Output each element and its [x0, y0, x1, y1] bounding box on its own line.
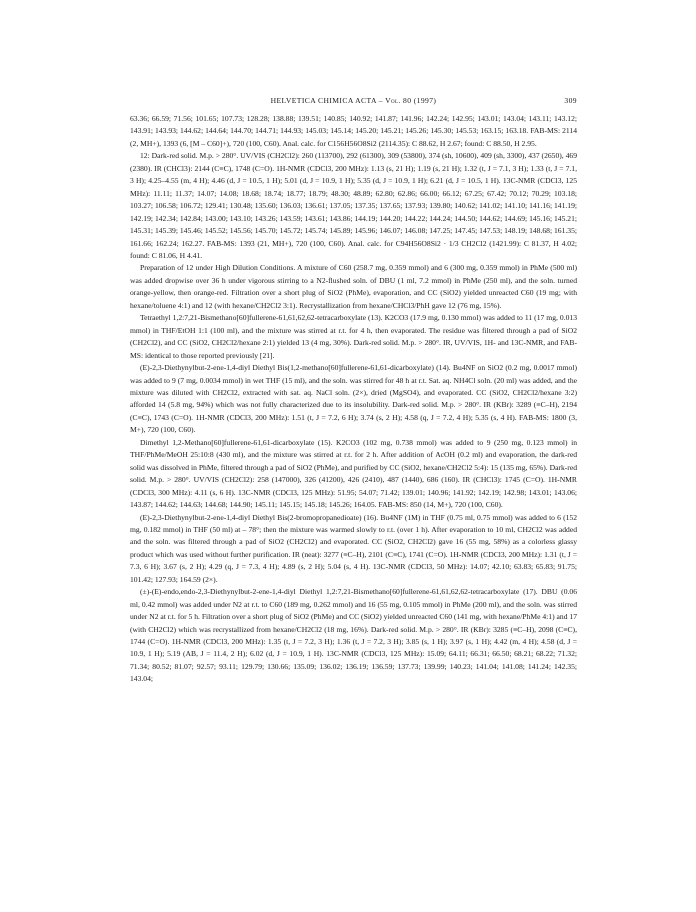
paragraph-compound-15: Dimethyl 1,2-Methano[60]fullerene-61,61-dicarboxylate (15). K2CO3 (102 mg, 0.738 mmol) was added to 9 (250 mg, 0.123 mmol) in THF/PhMe/MeOH 25:10:8 (430 ml), and the mixture was stirred at r.t. for 2 h. After addition of AcOH (0.2 ml) and evaporation, the dark-red solid was dissolved in PhMe, filtered through a pad of SiO2 (PhMe), and purified by CC (SiO2, hexane/CH2Cl2 5:4): 15 (135 mg, 65%). Dark-red solid. M.p. > 280°. UV/VIS (CH2Cl2): 258 (147000), 326 (41200), 426 (2410), 487 (1440), 686 (160). IR (CHCl3): 1745 (C=O). 1H-NMR (CDCl3, 300 MHz): 4.11 (s, 6 H). 13C-NMR (CDCl3, 125 MHz): 51.95; 54.07; 71.42; 139.01; 140.96; 141.92; 142.19; 142.98; 143.01; 143.06; 143.87; 144.62; 144.63; 144.68; 144.90; 145.11; 145.15; 145.18; 145.26; 164.05. FAB-MS: 850 (14, M+), 720 (100, C60). — [130, 437, 577, 510]
paragraph-compound-12: 12: Dark-red solid. M.p. > 280°. UV/VIS (CH2Cl2): 260 (113700), 292 (61300), 309 (53800), 374 (sh, 10600), 409 (sh, 3300), 437 (2650), 469 (2380). IR (CHCl3): 2144 (C≡C), 1748 (C=O). 1H-NMR (CDCl3, 200 MHz): 1.13 (s, 21 H); 1.19 (s, 21 H); 1.32 (t, J = 7.1, 3 H); 1.33 (t, J = 7.1, 3 H); 4.25–4.55 (m, 4 H); 4.46 (d, J = 10.5, 1 H); 5.01 (d, J = 10.9, 1 H); 5.35 (d, J = 10.9, 1 H); 6.21 (d, J = 10.5, 1 H). 13C-NMR (CDCl3, 125 MHz): 11.11; 11.37; 14.07; 14.08; 18.68; 18.74; 18.77; 18.79; 48.30; 48.89; 62.80; 62.86; 66.00; 66.12; 67.25; 67.42; 70.12; 70.29; 103.18; 103.27; 106.58; 106.72; 129.41; 130.48; 135.60; 136.03; 136.61; 137.05; 137.35; 137.65; 137.93; 139.80; 140.62; 141.02; 141.10; 141.16; 141.19; 142.19; 142.34; 142.84; 143.00; 143.10; 143.26; 143.59; 143.61; 143.86; 144.19; 144.20; 144.22; 144.24; 144.50; 144.62; 144.69; 145.16; 145.21; 145.31; 145.39; 145.46; 145.52; 145.56; 145.70; 145.72; 145.74; 145.89; 145.96; 146.07; 146.08; 147.25; 147.45; 147.53; 148.19; 148.68; 161.35; 161.66; 162.24; 162.27. FAB-MS: 1393 (21, MH+), 720 (100, C60). Anal. calc. for C94H56O8Si2 · 1/3 CH2Cl2 (1421.99): C 81.37, H 4.02; found: C 81.06, H 4.41. — [130, 151, 577, 260]
paragraph-compound-16: (E)-2,3-Diethynylbut-2-ene-1,4-diyl Diethyl Bis(2-bromopropanedioate) (16). Bu4NF (1M) in THF (0.75 ml, 0.75 mmol) was added to 6 (152 mg, 0.182 mmol) in THF (50 ml) at – 78°; then the mixture was warmed slowly to r.t. (over 1 h). After evaporation to 10 ml, CH2Cl2 was added and the soln. was filtered through a pad of SiO2 (CH2Cl2) and evaporated. CC (SiO2, CH2Cl2) gave 16 (55 mg, 58%) as a colorless glassy product which was used without further purification. IR (neat): 3277 (≡C–H), 2101 (C≡C), 1741 (C=O). 1H-NMR (CDCl3, 200 MHz): 1.31 (t, J = 7.3, 6 H); 3.67 (s, 2 H); 4.29 (q, J = 7.3, 4 H); 4.89 (s, 2 H); 5.04 (s, 4 H). 13C-NMR (CDCl3, 50 MHz): 14.07; 42.10; 63.83; 65.83; 91.75; 101.42; 127.93; 164.59 (2×). — [130, 512, 577, 584]
journal-title: HELVETICA CHIMICA ACTA – Vol. 80 (1997) — [270, 96, 437, 105]
paragraph-compound-13: Tetraethyl 1,2:7,21-Bismethano[60]fullerene-61,61,62,62-tetracarboxylate (13). K2CO3 (17.9 mg, 0.130 mmol) was added to 11 (17 mg, 0.013 mmol) in THF/EtOH 1:1 (100 ml), and the mixture was stirred at r.t. for 4 h, then evaporated. The residue was filtered through a pad of SiO2 (CH2Cl2), and CC (SiO2, CH2Cl2/hexane 2:1) yielded 13 (4 mg, 30%). Dark-red solid. M.p. > 280°. IR, UV/VIS, 1H- and 13C-NMR, and FAB-MS: identical to those reported previously [21]. — [130, 313, 577, 360]
paragraph-11-data-continued: 63.36; 66.59; 71.56; 101.65; 107.73; 128.28; 138.88; 139.51; 140.85; 140.92; 141.87; 141.96; 142.24; 142.95; 143.01; 143.04; 143.11; 143.12; 143.91; 143.93; 144.62; 144.64; 144.70; 144.71; 144.93; 145.03; 145.14; 145.20; 145.21; 145.26; 145.30; 145.53; 163.15; 163.18. FAB-MS: 2114 (2, MH+), 1393 (6, [M – C60]+), 720 (100, C60). Anal. calc. for C156H56O8Si2 (2114.35): C 88.62, H 2.67; found: C 88.50, H 2.95. — [130, 114, 577, 148]
page-number: 309 — [564, 96, 577, 105]
paragraph-high-dilution: Preparation of 12 under High Dilution Conditions. A mixture of C60 (258.7 mg, 0.359 mmol) and 6 (300 mg, 0.359 mmol) in PhMe (500 ml) was added dropwise over 36 h under vigorous stirring to a N2-flushed soln. of DBU (1 ml, 7.2 mmol) in PhMe (250 ml), and the soln. turned orange-yellow, then orange-red. Filtration over a short plug of SiO2 (PhMe), evaporation, and CC (SiO2) yielded unreacted C60 (19 mg; with hexane/toluene 4:1) and 12 (with hexane/CH2Cl2 3:1). Recrystallization from hexane/CHCl3/PhH gave 12 (76 mg, 15%). — [130, 263, 577, 310]
running-header — [130, 95, 577, 109]
paper-page — [130, 95, 577, 686]
paragraph-compound-14: (E)-2,3-Diethynylbut-2-ene-1,4-diyl Diethyl Bis(1,2-methano[60]fullerene-61,61-dicarboxylate) (14). Bu4NF on SiO2 (0.2 mg, 0.0017 mmol) was added to 9 (7 mg, 0.0034 mmol) in wet THF (15 ml), and the soln. was stirred for 48 h at r.t. Sat. aq. NH4Cl soln. (20 ml) was added, and the mixture was diluted with CH2Cl2, extracted with sat. aq. NaCl soln. (2×), dried (MgSO4), and evaporated. CC (SiO2, CH2Cl2/hexane 3:2) afforded 14 (5.8 mg, 94%) which was not fully characterized due to its insolubility. Dark-red solid. M.p. > 280°. IR (KBr): 3289 (≡C–H), 2194 (C≡C), 1743 (C=O). 1H-NMR (CDCl3, 200 MHz): 1.51 (t, J = 7.2, 6 H); 3.74 (s, 2 H); 4.58 (q, J = 7.2, 4 H); 5.35 (s, 4 H). FAB-MS: 1800 (3, M+), 720 (100, C60). — [130, 363, 577, 435]
paragraph-compound-17: (±)-(E)-endo,endo-2,3-Diethynylbut-2-ene-1,4-diyl Diethyl 1,2:7,21-Bismethano[60]fullerene-61,61,62,62-tetracarboxylate (17). DBU (0.06 ml, 0.42 mmol) was added under N2 at r.t. to C60 (189 mg, 0.262 mmol) and 16 (55 mg, 0.105 mmol) in PhMe (200 ml), and the soln. was stirred under N2 at r.t. for 5 h. Filtration over a short plug of SiO2 (PhMe) and CC (SiO2) yielded unreacted C60 (141 mg, with hexane/PhMe 4:1) and 17 (with CH2Cl2) which was recrystallized from hexane/CH2Cl2 (18 mg, 16%). Dark-red solid. M.p. > 280°. IR (KBr): 3285 (≡C–H), 2098 (C≡C), 1744 (C=O). 1H-NMR (CDCl3, 200 MHz): 1.35 (t, J = 7.2, 3 H); 1.36 (t, J = 7.2, 3 H); 3.85 (s, 1 H); 3.97 (s, 1 H); 4.42 (m, 4 H); 4.58 (d, J = 10.9, 1 H); 5.19 (AB, J = 11.4, 2 H); 6.02 (d, J = 10.9, 1 H). 13C-NMR (CDCl3, 125 MHz): 15.09; 64.11; 66.31; 66.50; 68.21; 68.22; 71.32; 71.34; 80.52; 81.07; 92.57; 93.11; 129.79; 130.66; 135.09; 136.02; 136.19; 136.59; 137.73; 139.99; 140.23; 141.04; 141.08; 141.24; 142.35; 143.04; — [130, 587, 577, 684]
